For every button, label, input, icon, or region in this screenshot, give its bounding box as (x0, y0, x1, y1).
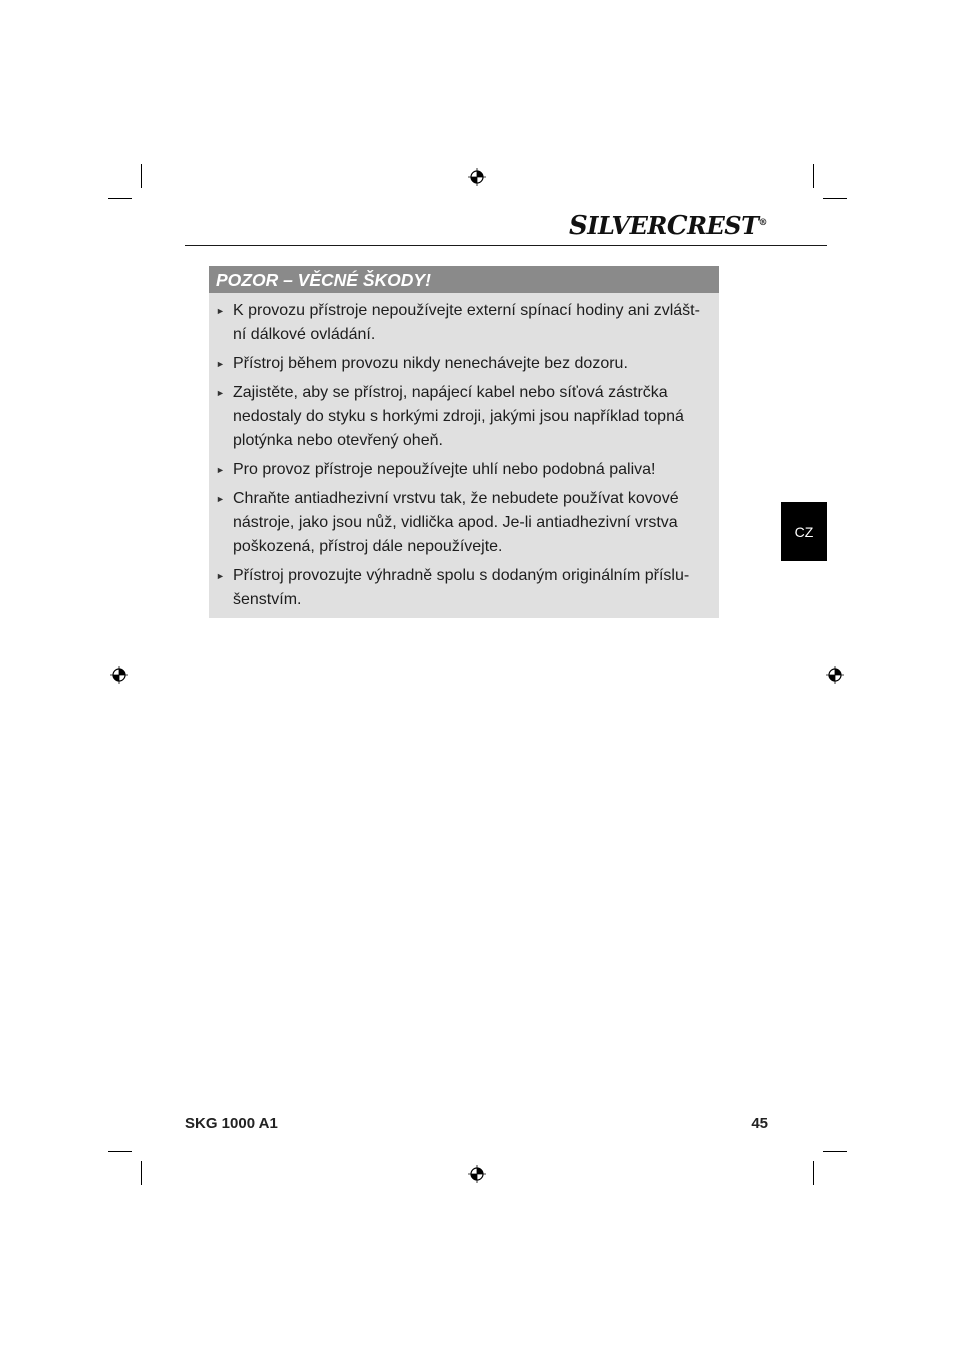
warning-item: ► Přístroj během provozu nikdy nenechávejte bez dozoru. (233, 352, 711, 376)
bullet-arrow-icon: ► (216, 493, 225, 504)
page-number: 45 (751, 1115, 768, 1132)
bullet-arrow-icon: ► (216, 387, 225, 398)
header-rule (185, 245, 827, 246)
bullet-arrow-icon: ► (216, 359, 225, 369)
registration-mark-bottom-icon (468, 1165, 486, 1183)
footer-model: SKG 1000 A1 (185, 1115, 278, 1132)
crop-mark-top-left-vertical (141, 164, 142, 188)
warning-item: ► Chraňte antiadhezivní vrstvu tak, že nebudete používat kovové nástroje, jako jsou nůž, vidlička apod. Je-li antiadhezivní vrstva poškozená, přístroj dále nepoužívejte. (233, 487, 711, 560)
brand-logo-rest: REST (687, 211, 759, 240)
brand-logo (569, 211, 767, 241)
registration-mark-left-icon (110, 666, 128, 684)
brand-logo-s: S (568, 211, 588, 241)
language-tab: CZ (781, 502, 827, 561)
crop-mark-bottom-left-horizontal (108, 1151, 132, 1152)
crop-mark-bottom-right-vertical (813, 1161, 814, 1185)
warning-item: ► Zajistěte, aby se přístroj, napájecí kabel nebo síťová zástrčka nedostaly do styku s horkými zdroji, jakými jsou například topná plotýnka nebo otevřený oheň. (233, 381, 711, 454)
crop-mark-bottom-right-horizontal (823, 1151, 847, 1152)
warning-box (209, 266, 719, 618)
warning-item: ► K provozu přístroje nepoužívejte externí spínací hodiny ani zvlášt-ní dálkové ovládání. (233, 299, 711, 348)
brand-logo-ilver: ILVER (587, 211, 667, 240)
registration-mark-top-icon (468, 168, 486, 186)
crop-mark-bottom-left-vertical (141, 1161, 142, 1185)
warning-list (209, 293, 719, 613)
registration-mark-right-icon (826, 666, 844, 684)
bullet-arrow-icon: ► (216, 571, 225, 581)
warning-title: POZOR – VĚCNÉ ŠKODY! (209, 266, 719, 293)
warning-item: ► Pro provoz přístroje nepoužívejte uhlí nebo podobná paliva! (233, 458, 711, 482)
brand-logo-c: C (666, 211, 688, 241)
warning-item: ► Přístroj provozujte výhradně spolu s dodaným originálním příslu-šenstvím. (233, 564, 711, 613)
registered-trademark: ® (758, 218, 767, 228)
bullet-arrow-icon: ► (216, 306, 225, 316)
crop-mark-top-right-horizontal (823, 198, 847, 199)
crop-mark-top-left-horizontal (108, 198, 132, 199)
bullet-arrow-icon: ► (216, 465, 225, 475)
crop-mark-top-right-vertical (813, 164, 814, 188)
